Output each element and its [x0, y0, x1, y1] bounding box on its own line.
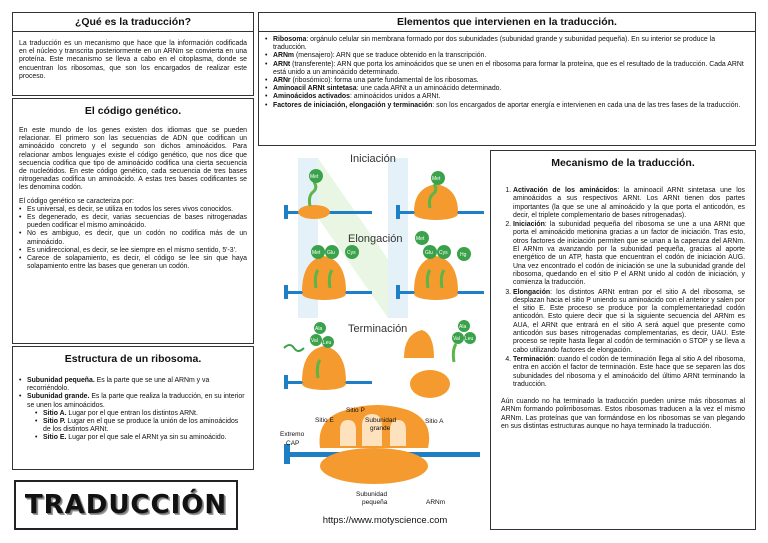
codigo-paragraph: En este mundo de los genes existen dos idiomas que se pueden relacionar. El primero son las secuencias de ADN que codifican un aminoácido concreto y el segundo son dichos aminoácidos. Para relacionar ambos lenguajes existe el código genético, que nos dice que secuencia codifica que tipo de aminoácido codifica una cierta secuencia de nucleótidos. En este código genético, cada secuencia de tres bases nitrogenadas codifica un aminoácido. A estas tres bases codificantes se les denomina codón.	[19, 127, 247, 192]
svg-text:Val: Val	[453, 336, 460, 342]
svg-text:Glu: Glu	[425, 250, 433, 256]
subunidad-pequena-label: Subunidad	[356, 491, 388, 498]
translation-diagram	[258, 148, 488, 518]
list-item: • Aminoácidos activados: aminoácidos unidos a ARNt.	[265, 93, 749, 101]
svg-text:Val: Val	[311, 338, 318, 344]
list-item: 2. Iniciación: la subunidad pequeña del ribosoma se une a una ARNt que porta el aminoácido metionina gracias a un factor de iniciación. Tras esto, otros factores de iniciación permiten que se unan a la caperuza del ARNm. El ARNm va avanzando por la subunidad pequeña, gracias al aporte energético de un ATP, hasta que encuentran el codón de iniciación AUG. Una vez encontrado el codón de iniciación se une la subunidad grande del ribosoma, quedando en el sitio P el ARNt unido al codón de iniciación, y comienza la traducción.	[513, 221, 745, 287]
sitio-a-label: Sitio A	[425, 418, 444, 425]
list-item: 1. Activación de los aminácidos: la aminoacil ARNt sintetasa une los aminoácidos a sus respectivos ARNt. Los ARNt tienen dos partes importantes (la que se une al aminoácido y la que porta el anticodón, es decir, el triplete complementario de bases nitrogenadas).	[513, 187, 745, 220]
list-item: • No es ambiguo, es decir, que un codón no codifica más de un aminoácido.	[19, 230, 247, 246]
svg-text:Hg: Hg	[460, 252, 467, 258]
subunidad-grande-label: Subunidad	[365, 417, 397, 424]
svg-text:Leu: Leu	[465, 336, 474, 342]
list-item: • Sitio A. Lugar por el que entran los distintos ARNt.	[35, 410, 247, 418]
iniciacion-label: Iniciación	[350, 153, 396, 165]
list-item: • Sitio P. Lugar en el que se produce la unión de los aminoácidos de los distintos ARNt.	[35, 418, 247, 434]
aa-met-label: Met	[310, 174, 319, 180]
small-subunit	[320, 448, 428, 484]
mecanismo-closing: Aún cuando no ha terminado la traducción pueden unirse más ribosomas al ARNm formando polirribosomas. Estos ribosomas traducen a la vez el mismo ARNm. Las proteínas que van formándose en los ribosomas se van plegando en sus distintas estructuras aunque no haya terminado la traducción.	[501, 398, 745, 430]
list-item: 4. Terminación: cuando el codón de terminación llega al sitio A del ribosoma, entra en acción el factor de terminación. Este hace que se separen las dos subunidades del ribosoma y el aminoácido del último ARNt terminando la traducción.	[513, 356, 745, 389]
ribosome-structure	[280, 405, 480, 506]
que-es-title: ¿Qué es la traducción?	[13, 13, 253, 32]
elongacion-label: Elongación	[348, 233, 403, 245]
small-subunit	[298, 205, 330, 219]
traduccion-banner	[14, 480, 238, 530]
svg-text:Cys: Cys	[439, 250, 448, 256]
svg-text:Met: Met	[312, 250, 321, 256]
mecanismo-steps	[491, 187, 755, 389]
elementos-list	[259, 36, 755, 110]
elementos-box	[258, 12, 756, 146]
svg-text:Leu: Leu	[323, 340, 332, 346]
released-protein	[284, 345, 304, 351]
mecanismo-title: Mecanismo de la traducción.	[551, 157, 695, 169]
sitio-e-label: Sitio E	[315, 417, 334, 424]
estructura-box	[12, 346, 254, 470]
svg-text:Ala: Ala	[315, 326, 323, 332]
codigo-box	[12, 98, 254, 344]
extremo-cap-label: Extremo	[280, 431, 305, 438]
list-item: • Ribosoma: orgánulo celular sin membrana formado por dos subunidades (subunidad grande y subunidad pequeña). En su interior se produce la traducción.	[265, 36, 749, 52]
estructura-title: Estructura de un ribosoma.	[64, 353, 202, 365]
arnm-label: ARNm	[426, 499, 446, 506]
website-url[interactable]: https://www.motyscience.com	[322, 515, 448, 526]
svg-text:Met: Met	[416, 236, 425, 242]
terminacion-label: Terminación	[348, 323, 408, 335]
svg-text:grande: grande	[370, 425, 391, 432]
elementos-title: Elementos que intervienen en la traducción.	[259, 13, 755, 32]
list-item: • Aminoacil ARNt sintetasa: une cada ARNt a un aminoácido determinado.	[265, 85, 749, 93]
sitio-p-label: Sitio P	[346, 407, 365, 414]
que-es-box	[12, 12, 254, 96]
list-item: • Subunidad grande. Es la parte que realiza la traducción, en su interior se unen los aminoácidos. • Sitio A. Lugar por el que entran los distintos ARNt. • Sitio P. Lugar en el que se produce la unión de los aminoácidos de los distintos ARNt. • Sitio E. Lugar por el que sale el ARNt ya sin su aminoácido.	[19, 393, 247, 442]
codigo-list	[13, 206, 253, 272]
banner-title: TRADUCCIÓN	[24, 490, 228, 520]
list-item: • Es degenerado, es decir, varias secuencias de bases nitrogenadas pueden codificar el mismo aminoácido.	[19, 214, 247, 230]
extremo-cap-marker	[284, 444, 290, 464]
svg-text:CAP: CAP	[286, 440, 300, 447]
svg-text:Ala: Ala	[459, 324, 467, 330]
svg-text:Glu: Glu	[327, 250, 335, 256]
svg-text:pequeña: pequeña	[362, 499, 388, 506]
list-item: • Sitio E. Lugar por el que sale el ARNt ya sin su aminoácido.	[35, 434, 247, 442]
codigo-title: El código genético.	[84, 105, 182, 117]
estructura-list	[13, 377, 253, 443]
list-item: • Es universal, es decir, se utiliza en todos los seres vivos conocidos.	[19, 206, 247, 214]
list-item: • ARNt (transferente): ARN que porta los aminoácidos que se unen en el ribosoma para formar la proteína, que es el resultado de la traducción. Cada ARNt está unido a un aminoácido determinado.	[265, 61, 749, 77]
codigo-caracteristicas-intro: El código genético se caracteriza por:	[19, 197, 134, 205]
list-item: • ARNm (mensajero): ARN que se traduce obtenido en la transcripción.	[265, 52, 749, 60]
list-item: • Es unidireccional, es decir, se lee siempre en el mismo sentido, 5'-3'.	[19, 247, 247, 255]
svg-text:Met: Met	[432, 176, 441, 182]
mrna-cap	[284, 205, 288, 219]
mecanismo-box	[490, 150, 756, 530]
list-item: • ARNr (ribosómico): forma una parte fundamental de los ribosomas.	[265, 77, 749, 85]
svg-text:Cys: Cys	[347, 250, 356, 256]
list-item: 3. Elongación: los distintos ARNt entran por el sitio A del ribosoma, se desplazan hacia el sitio P uniendo su aminoácido con el anterior y salen por el sitio E. Este proceso se produce por la complementariedad codón anticodón. Esto quiere decir que si la siguiente secuencia del ARNm es AUA, el ARNt que entrará en el sitio A será aquel que presente como anticodón sus bases nitrogenadas complementarias, es decir, UAU. Este proceso se repite hasta llegar al codón de terminación o STOP y se lleva a cabo utilizando factores de elongación.	[513, 289, 745, 355]
list-item: • Subunidad pequeña. Es la parte que se une al ARNm y va recorriéndolo.	[19, 377, 247, 393]
que-es-body: La traducción es un mecanismo que hace que la información codificada en el núcleo y transcrita posteriormente en un ARNm se convierta en una proteína. Este mecanismo se lleva a cabo en el citoplasma, donde se encuentran los ribosomas, que son los encargados de realizar este proceso.	[19, 40, 247, 80]
list-item: • Carece de solapamiento, es decir, el código se lee sin que haya solapamiento entre las bases que generan un codón.	[19, 255, 247, 271]
list-item: • Factores de iniciación, elongación y terminación: son los encargados de aportar energía e intervienen en cada una de las tres fases de la traducción.	[265, 102, 749, 110]
